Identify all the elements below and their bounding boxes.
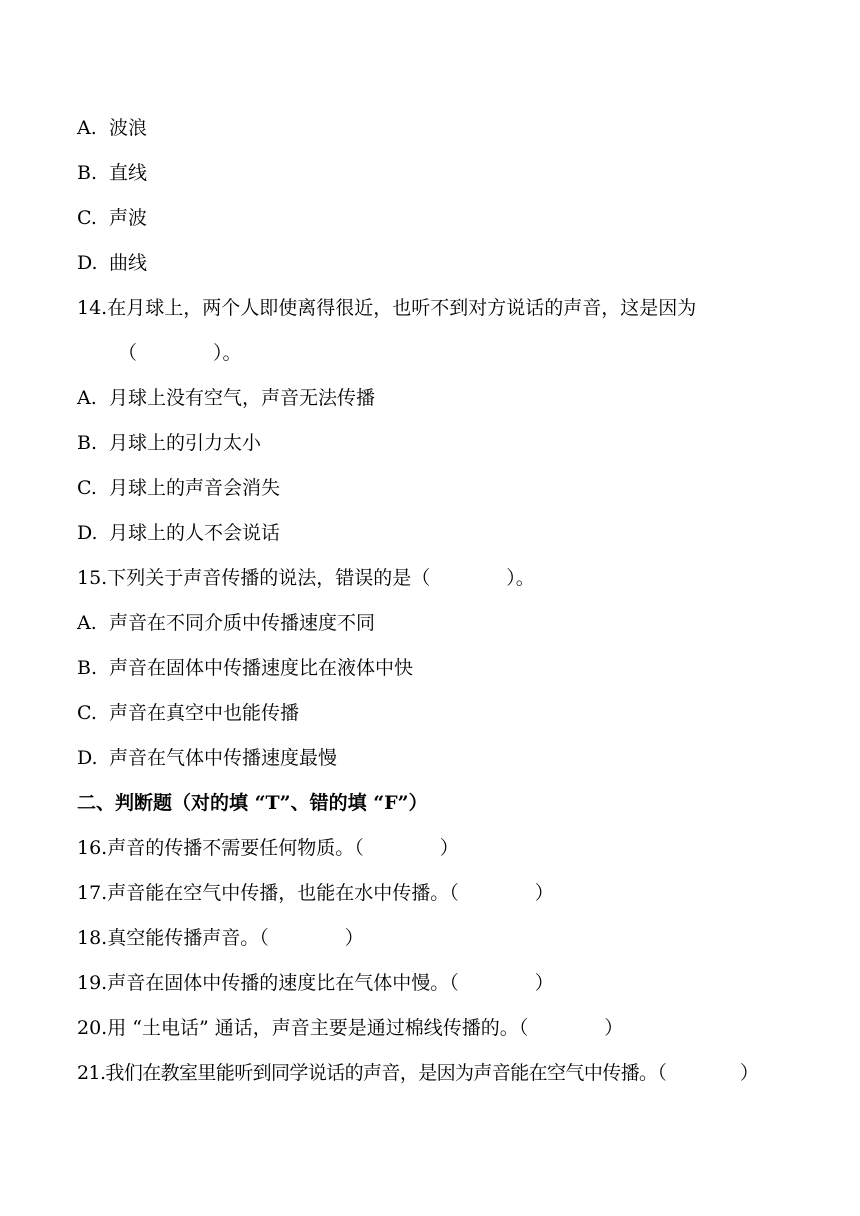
option-text: 声音在不同介质中传播速度不同 <box>109 612 376 634</box>
option-text: 声音在气体中传播速度最慢 <box>109 747 338 769</box>
option-letter: C. <box>77 702 97 724</box>
question-text: 我们在教室里能听到同学说话的声音，是因为声音能在空气中传播。（ ） <box>105 1062 759 1084</box>
question-text: 声音能在空气中传播，也能在水中传播。（ ） <box>107 882 554 904</box>
question-20 <box>77 1016 623 1040</box>
q13-option-a <box>77 116 147 140</box>
question-15 <box>77 566 535 590</box>
q14-option-a <box>77 386 375 410</box>
option-letter: B. <box>77 162 98 184</box>
option-letter: A. <box>77 387 97 409</box>
q14-option-c <box>77 476 280 500</box>
question-text: 声音的传播不需要任何物质。（ ） <box>107 837 459 859</box>
option-text: 月球上的人不会说话 <box>109 522 281 544</box>
option-letter: D. <box>77 747 98 769</box>
q13-option-c <box>77 206 147 230</box>
question-16 <box>77 836 459 860</box>
option-text: 曲线 <box>109 252 148 274</box>
question-14-continuation: （ ）。 <box>118 342 242 364</box>
option-letter: B. <box>77 432 98 454</box>
question-19 <box>77 971 554 995</box>
question-text: 在月球上，两个人即使离得很近，也听不到对方说话的声音，这是因为 <box>107 297 697 319</box>
q15-option-a <box>77 611 375 635</box>
section-heading: 二、判断题（对的填 “T”、错的填 “F”） <box>77 792 428 814</box>
q14-option-d <box>77 521 280 545</box>
q14-option-b <box>77 431 261 455</box>
q13-option-b <box>77 161 147 185</box>
option-text: 月球上的声音会消失 <box>109 477 281 499</box>
option-letter: D. <box>77 522 98 544</box>
question-number: 19. <box>77 972 108 994</box>
option-letter: C. <box>77 477 97 499</box>
question-21 <box>77 1061 758 1085</box>
option-text: 直线 <box>109 162 148 184</box>
option-text: 月球上没有空气，声音无法传播 <box>109 387 376 409</box>
option-text: 月球上的引力太小 <box>109 432 262 454</box>
option-letter: B. <box>77 657 98 679</box>
question-text: 用 “土电话” 通话，声音主要是通过棉线传播的。（ ） <box>107 1017 624 1039</box>
option-letter: D. <box>77 252 98 274</box>
question-text: 真空能传播声音。（ ） <box>107 927 364 949</box>
option-text: 波浪 <box>109 117 148 139</box>
option-letter: A. <box>77 117 97 139</box>
option-text: 声波 <box>109 207 148 229</box>
question-number: 18. <box>77 927 108 949</box>
q13-option-d <box>77 251 147 275</box>
question-number: 17. <box>77 882 108 904</box>
question-number: 21. <box>77 1062 106 1084</box>
question-17 <box>77 881 554 905</box>
question-number: 14. <box>77 297 108 319</box>
option-text: 声音在固体中传播速度比在液体中快 <box>109 657 414 679</box>
question-number: 16. <box>77 837 108 859</box>
q15-option-d <box>77 746 337 770</box>
option-letter: C. <box>77 207 97 229</box>
question-number: 15. <box>77 567 108 589</box>
question-number: 20. <box>77 1017 108 1039</box>
question-18 <box>77 926 364 950</box>
question-text: 下列关于声音传播的说法，错误的是（ ）。 <box>107 567 535 589</box>
option-text: 声音在真空中也能传播 <box>109 702 300 724</box>
q15-option-b <box>77 656 413 680</box>
question-text: 声音在固体中传播的速度比在气体中慢。（ ） <box>107 972 554 994</box>
question-14 <box>77 296 696 320</box>
option-letter: A. <box>77 612 97 634</box>
q15-option-c <box>77 701 299 725</box>
